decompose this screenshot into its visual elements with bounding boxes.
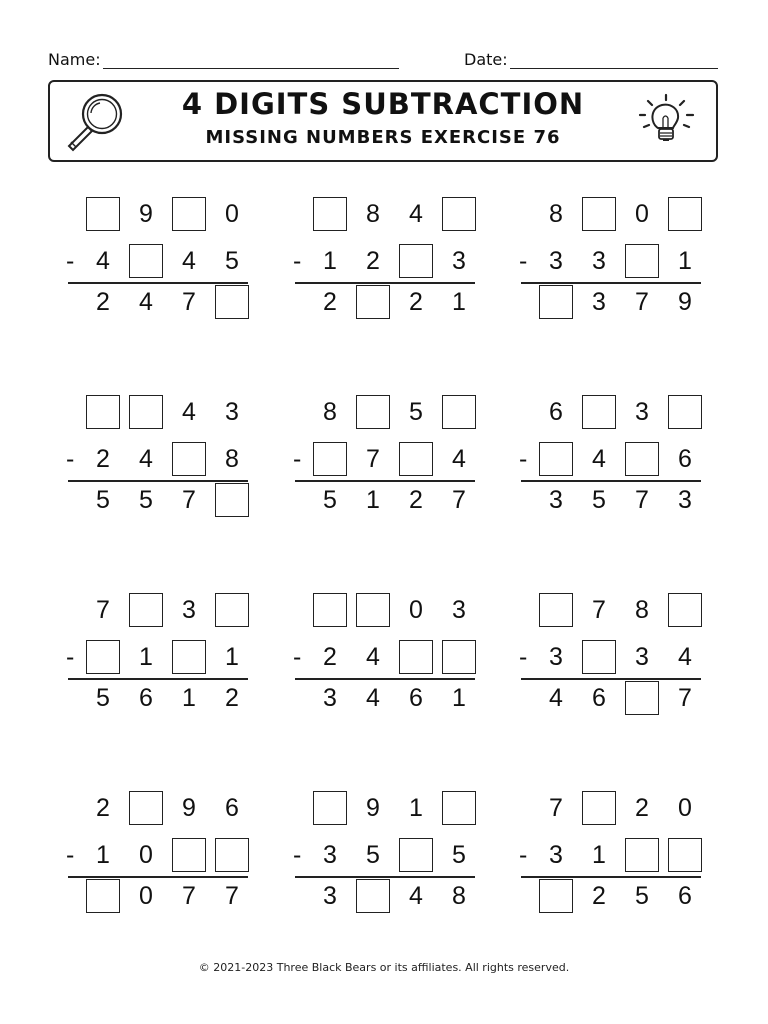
result-digit: 5 <box>592 486 606 514</box>
answer-line <box>521 282 701 284</box>
missing-digit-box[interactable] <box>442 791 476 825</box>
bottom-digit: 1 <box>323 247 337 275</box>
bottom-digit: 6 <box>678 445 692 473</box>
minus-sign: - <box>66 643 75 671</box>
top-digit: 9 <box>366 794 380 822</box>
top-digit: 0 <box>409 596 423 624</box>
result-digit: 5 <box>323 486 337 514</box>
missing-digit-box[interactable] <box>539 442 573 476</box>
answer-line <box>68 282 248 284</box>
missing-digit-box[interactable] <box>215 483 249 517</box>
minus-sign: - <box>66 247 75 275</box>
bottom-digit: 4 <box>678 643 692 671</box>
result-digit: 9 <box>678 288 692 316</box>
top-digit: 6 <box>225 794 239 822</box>
answer-line <box>521 480 701 482</box>
missing-digit-box[interactable] <box>356 395 390 429</box>
result-digit: 3 <box>678 486 692 514</box>
bottom-digit: 3 <box>549 247 563 275</box>
missing-digit-box[interactable] <box>172 640 206 674</box>
bottom-digit: 2 <box>366 247 380 275</box>
top-digit: 3 <box>182 596 196 624</box>
answer-line <box>295 678 475 680</box>
result-digit: 2 <box>592 882 606 910</box>
result-digit: 2 <box>96 288 110 316</box>
minus-sign: - <box>519 643 528 671</box>
bottom-digit: 1 <box>592 841 606 869</box>
result-digit: 7 <box>635 288 649 316</box>
minus-sign: - <box>519 841 528 869</box>
subtraction-problem <box>295 791 475 911</box>
missing-digit-box[interactable] <box>313 442 347 476</box>
bottom-digit: 3 <box>452 247 466 275</box>
date-label: Date: <box>464 50 508 69</box>
top-digit: 2 <box>96 794 110 822</box>
light-bulb-icon <box>632 90 704 154</box>
missing-digit-box[interactable] <box>313 593 347 627</box>
date-line[interactable] <box>510 52 718 69</box>
answer-line <box>521 876 701 878</box>
bottom-digit: 4 <box>366 643 380 671</box>
missing-digit-box[interactable] <box>442 197 476 231</box>
missing-digit-box[interactable] <box>313 791 347 825</box>
answer-line <box>68 876 248 878</box>
missing-digit-box[interactable] <box>399 640 433 674</box>
missing-digit-box[interactable] <box>668 593 702 627</box>
result-digit: 6 <box>592 684 606 712</box>
top-digit: 8 <box>635 596 649 624</box>
page-title: 4 DIGITS SUBTRACTION <box>181 87 585 121</box>
missing-digit-box[interactable] <box>625 442 659 476</box>
missing-digit-box[interactable] <box>399 838 433 872</box>
missing-digit-box[interactable] <box>668 395 702 429</box>
result-digit: 4 <box>366 684 380 712</box>
bottom-digit: 4 <box>96 247 110 275</box>
subtraction-problem <box>68 791 248 911</box>
missing-digit-box[interactable] <box>539 285 573 319</box>
result-digit: 5 <box>635 882 649 910</box>
top-digit: 7 <box>549 794 563 822</box>
result-digit: 3 <box>323 684 337 712</box>
result-digit: 1 <box>452 288 466 316</box>
minus-sign: - <box>66 445 75 473</box>
date-field[interactable] <box>464 50 718 69</box>
result-digit: 2 <box>225 684 239 712</box>
bottom-digit: 5 <box>225 247 239 275</box>
bottom-digit: 1 <box>96 841 110 869</box>
missing-digit-box[interactable] <box>172 197 206 231</box>
answer-line <box>295 876 475 878</box>
top-digit: 0 <box>678 794 692 822</box>
top-digit: 2 <box>635 794 649 822</box>
top-digit: 8 <box>323 398 337 426</box>
missing-digit-box[interactable] <box>172 442 206 476</box>
bottom-digit: 4 <box>592 445 606 473</box>
subtraction-problem <box>295 395 475 515</box>
subtraction-problem <box>68 197 248 317</box>
missing-digit-box[interactable] <box>625 838 659 872</box>
result-digit: 8 <box>452 882 466 910</box>
result-digit: 6 <box>139 684 153 712</box>
bottom-digit: 4 <box>452 445 466 473</box>
bottom-digit: 8 <box>225 445 239 473</box>
missing-digit-box[interactable] <box>668 197 702 231</box>
missing-digit-box[interactable] <box>442 395 476 429</box>
missing-digit-box[interactable] <box>86 879 120 913</box>
subtraction-problem <box>68 395 248 515</box>
result-digit: 7 <box>678 684 692 712</box>
top-digit: 4 <box>182 398 196 426</box>
minus-sign: - <box>66 841 75 869</box>
top-digit: 5 <box>409 398 423 426</box>
missing-digit-box[interactable] <box>215 593 249 627</box>
bottom-digit: 2 <box>323 643 337 671</box>
missing-digit-box[interactable] <box>668 838 702 872</box>
result-digit: 1 <box>182 684 196 712</box>
result-digit: 0 <box>139 882 153 910</box>
result-digit: 4 <box>549 684 563 712</box>
missing-digit-box[interactable] <box>582 197 616 231</box>
answer-line <box>68 678 248 680</box>
answer-line <box>295 480 475 482</box>
missing-digit-box[interactable] <box>86 640 120 674</box>
result-digit: 3 <box>592 288 606 316</box>
missing-digit-box[interactable] <box>215 838 249 872</box>
subtraction-problem <box>521 395 701 515</box>
bottom-digit: 1 <box>678 247 692 275</box>
bottom-digit: 4 <box>139 445 153 473</box>
minus-sign: - <box>293 247 302 275</box>
missing-digit-box[interactable] <box>313 197 347 231</box>
missing-digit-box[interactable] <box>129 395 163 429</box>
subtraction-problem <box>521 791 701 911</box>
top-digit: 3 <box>452 596 466 624</box>
answer-line <box>521 678 701 680</box>
name-line[interactable] <box>103 52 399 69</box>
result-digit: 7 <box>182 288 196 316</box>
result-digit: 1 <box>366 486 380 514</box>
missing-digit-box[interactable] <box>625 681 659 715</box>
result-digit: 6 <box>678 882 692 910</box>
subtraction-problem <box>521 593 701 713</box>
answer-line <box>295 282 475 284</box>
minus-sign: - <box>519 247 528 275</box>
result-digit: 7 <box>635 486 649 514</box>
top-digit: 8 <box>549 200 563 228</box>
bottom-digit: 3 <box>549 643 563 671</box>
missing-digit-box[interactable] <box>356 285 390 319</box>
page-subtitle: MISSING NUMBERS EXERCISE 76 <box>205 127 561 148</box>
missing-digit-box[interactable] <box>129 244 163 278</box>
top-digit: 1 <box>409 794 423 822</box>
subtraction-problem <box>295 197 475 317</box>
minus-sign: - <box>519 445 528 473</box>
missing-digit-box[interactable] <box>86 395 120 429</box>
missing-digit-box[interactable] <box>625 244 659 278</box>
title-box <box>48 80 718 162</box>
missing-digit-box[interactable] <box>539 879 573 913</box>
missing-digit-box[interactable] <box>129 593 163 627</box>
minus-sign: - <box>293 643 302 671</box>
subtraction-problem <box>521 197 701 317</box>
top-digit: 7 <box>592 596 606 624</box>
missing-digit-box[interactable] <box>582 395 616 429</box>
result-digit: 6 <box>409 684 423 712</box>
top-digit: 3 <box>225 398 239 426</box>
top-digit: 0 <box>225 200 239 228</box>
result-digit: 5 <box>96 684 110 712</box>
missing-digit-box[interactable] <box>172 838 206 872</box>
result-digit: 5 <box>96 486 110 514</box>
result-digit: 4 <box>409 882 423 910</box>
top-digit: 6 <box>549 398 563 426</box>
missing-digit-box[interactable] <box>442 640 476 674</box>
bottom-digit: 3 <box>323 841 337 869</box>
copyright-footer: © 2021-2023 Three Black Bears or its affiliates. All rights reserved. <box>198 961 570 974</box>
minus-sign: - <box>293 841 302 869</box>
missing-digit-box[interactable] <box>356 593 390 627</box>
bottom-digit: 0 <box>139 841 153 869</box>
result-digit: 2 <box>409 486 423 514</box>
result-digit: 3 <box>323 882 337 910</box>
result-digit: 2 <box>323 288 337 316</box>
subtraction-problem <box>68 593 248 713</box>
top-digit: 9 <box>182 794 196 822</box>
result-digit: 3 <box>549 486 563 514</box>
result-digit: 1 <box>452 684 466 712</box>
missing-digit-box[interactable] <box>129 791 163 825</box>
bottom-digit: 3 <box>549 841 563 869</box>
minus-sign: - <box>293 445 302 473</box>
bottom-digit: 2 <box>96 445 110 473</box>
result-digit: 7 <box>225 882 239 910</box>
top-digit: 8 <box>366 200 380 228</box>
result-digit: 4 <box>139 288 153 316</box>
result-digit: 7 <box>182 486 196 514</box>
bottom-digit: 7 <box>366 445 380 473</box>
bottom-digit: 5 <box>366 841 380 869</box>
top-digit: 7 <box>96 596 110 624</box>
name-field[interactable] <box>48 50 399 69</box>
bottom-digit: 3 <box>592 247 606 275</box>
result-digit: 7 <box>182 882 196 910</box>
bottom-digit: 1 <box>225 643 239 671</box>
bottom-digit: 5 <box>452 841 466 869</box>
subtraction-problem <box>295 593 475 713</box>
top-digit: 9 <box>139 200 153 228</box>
missing-digit-box[interactable] <box>582 791 616 825</box>
missing-digit-box[interactable] <box>399 442 433 476</box>
top-digit: 3 <box>635 398 649 426</box>
missing-digit-box[interactable] <box>356 879 390 913</box>
top-digit: 0 <box>635 200 649 228</box>
bottom-digit: 3 <box>635 643 649 671</box>
name-label: Name: <box>48 50 101 69</box>
result-digit: 5 <box>139 486 153 514</box>
result-digit: 7 <box>452 486 466 514</box>
result-digit: 2 <box>409 288 423 316</box>
answer-line <box>68 480 248 482</box>
top-digit: 4 <box>409 200 423 228</box>
missing-digit-box[interactable] <box>86 197 120 231</box>
missing-digit-box[interactable] <box>399 244 433 278</box>
missing-digit-box[interactable] <box>582 640 616 674</box>
missing-digit-box[interactable] <box>215 285 249 319</box>
bottom-digit: 4 <box>182 247 196 275</box>
bottom-digit: 1 <box>139 643 153 671</box>
missing-digit-box[interactable] <box>539 593 573 627</box>
